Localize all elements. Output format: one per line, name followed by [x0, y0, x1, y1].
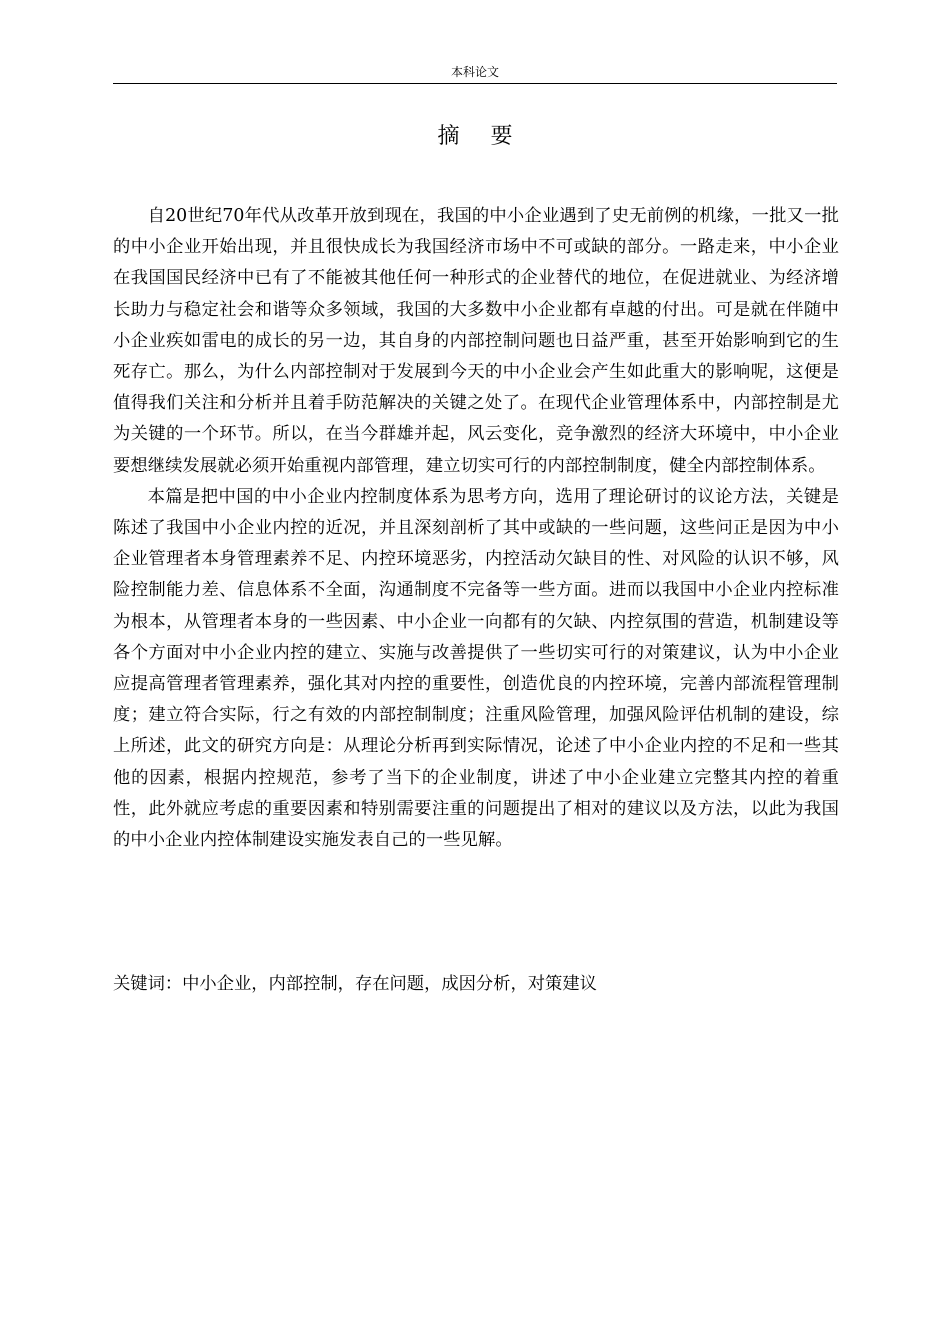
abstract-paragraph-1: 自20世纪70年代从改革开放到现在，我国的中小企业遇到了史无前例的机缘，一批又一批的中小企业开始出现，并且很快成长为我国经济市场中不可或缺的部分。一路走来，中小企业在我国国民经济中已有了不能被其他任何一种形式的企业替代的地位，在促进就业、为经济增长助力与稳定社会和谐等众多领域，我国的大多数中小企业都有卓越的付出。可是就在伴随中小企业疾如雷电的成长的另一边，其自身的内部控制问题也日益严重，甚至开始影响到它的生死存亡。那么，为什么内部控制对于发展到今天的中小企业会产生如此重大的影响呢，这便是值得我们关注和分析并且着手防范解决的关键之处了。在现代企业管理体系中，内部控制是尤为关键的一个环节。所以，在当今群雄并起，风云变化，竞争激烈的经济大环境中，中小企业要想继续发展就必须开始重视内部管理，建立切实可行的内部控制制度，健全内部控制体系。 — [113, 206, 839, 476]
keywords-line: 关键词：中小企业，内部控制，存在问题，成因分析，对策建议 — [113, 974, 597, 994]
abstract-paragraph-2: 本篇是把中国的中小企业内控制度体系为思考方向，选用了理论研讨的议论方法，关键是陈述了我国中小企业内控的近况，并且深刻剖析了其中或缺的一些问题，这些问正是因为中小企业管理者本身管理素养不足、内控环境恶劣，内控活动欠缺目的性、对风险的认识不够，风险控制能力差、信息体系不全面，沟通制度不完备等一些方面。进而以我国中小企业内控标准为根本，从管理者本身的一些因素、中小企业一向都有的欠缺、内控氛围的营造，机制建设等各个方面对中小企业内控的建立、实施与改善提供了一些切实可行的对策建议，认为中小企业应提高管理者管理素养，强化其对内控的重要性，创造优良的内控环境，完善内部流程管理制度；建立符合实际，行之有效的内部控制制度；注重风险管理，加强风险评估机制的建设，综上所述，此文的研究方向是：从理论分析再到实际情况，论述了中小企业内控的不足和一些其他的因素，根据内控规范，参考了当下的企业制度，讲述了中小企业建立完整其内控的着重性，此外就应考虑的重要因素和特别需要注重的问题提出了相对的建议以及方法，以此为我国的中小企业内控体制建设实施发表自己的一些见解。 — [113, 486, 839, 851]
running-header: 本科论文 — [450, 65, 499, 79]
abstract-title: 摘 要 — [437, 124, 525, 149]
header-divider — [113, 83, 837, 84]
abstract-body — [113, 201, 839, 856]
